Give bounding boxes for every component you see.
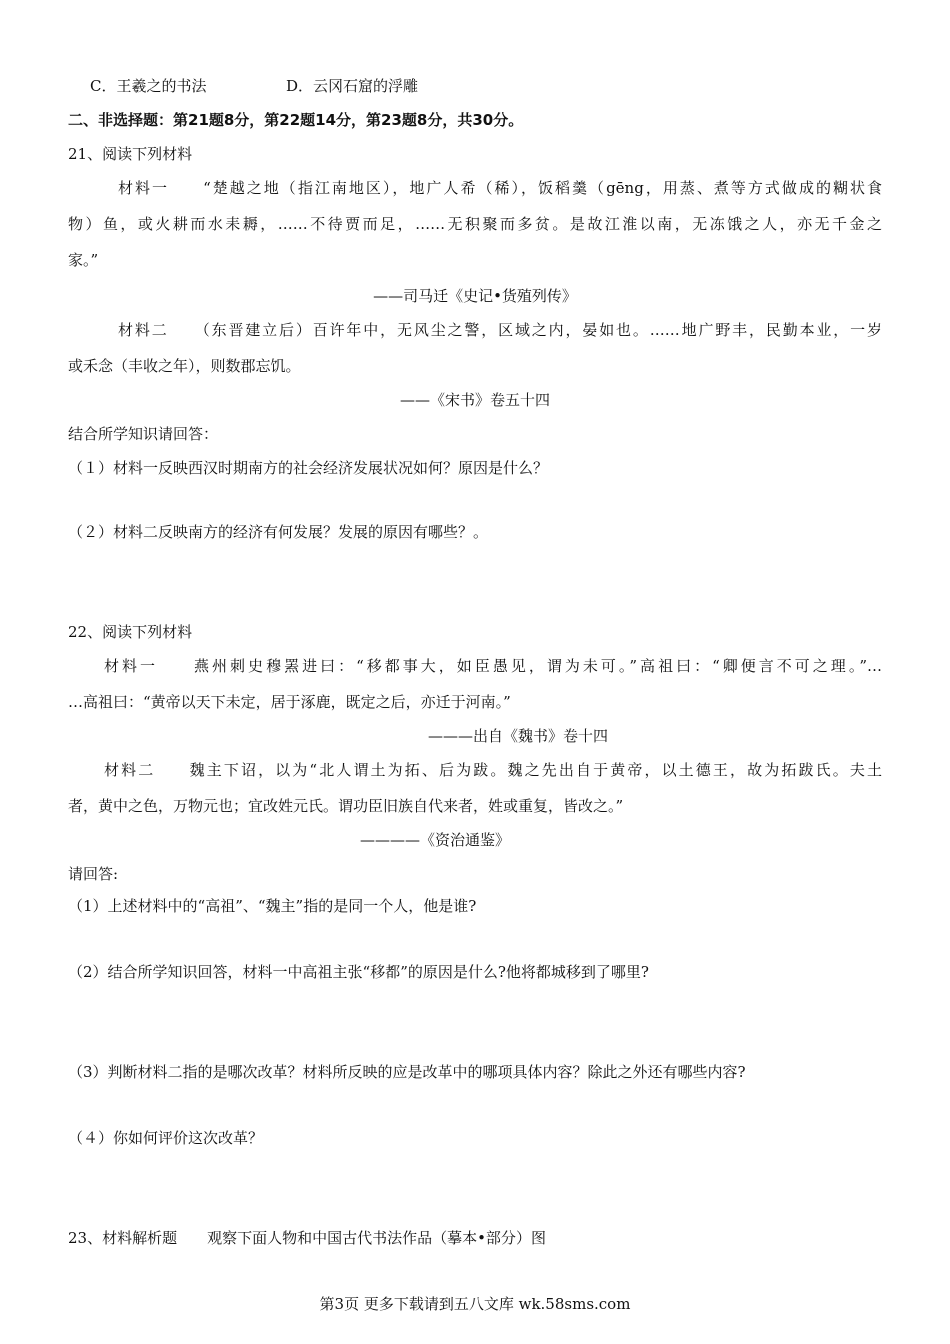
- q22-prompt: 请回答:: [68, 865, 119, 883]
- section-title: 二、非选择题：第21题8分，第22题14分，第23题8分，共30分。: [68, 111, 524, 129]
- q21-question1: （１）材料一反映西汉时期南方的社会经济发展状况如何？原因是什么？: [68, 459, 549, 477]
- q21-material1-source: ——司马迁《史记•货殖列传》: [373, 287, 577, 305]
- q22-material2-source: ————《资治通鉴》: [360, 831, 511, 849]
- q21-material2-line1: 材料二 （东晋建立后）百许年中，无风尘之警，区域之内，晏如也。……地广野丰，民勤本业，一岁: [118, 321, 882, 339]
- q22-material2-line1: 材料二 魏主下诏，以为“北人谓土为拓、后为跋。魏之先出自于黄帝，以土德王，故为拓跋氏。夫土: [104, 761, 882, 779]
- q21-prompt: 结合所学知识请回答：: [68, 425, 219, 443]
- q21-material1-line3: 家。”: [68, 251, 99, 269]
- q21-title: 21、阅读下列材料: [68, 145, 193, 163]
- q23-title: 23、材料解析题 观察下面人物和中国古代书法作品（摹本•部分）图: [68, 1229, 546, 1247]
- q21-question2: （２）材料二反映南方的经济有何发展？发展的原因有哪些？。: [68, 523, 489, 541]
- q21-material2-source: ——《宋书》卷五十四: [399, 391, 550, 409]
- q22-material1-line2: …高祖曰：“黄帝以天下未定，居于涿鹿，既定之后，亦迁于河南。”: [68, 693, 511, 711]
- q22-question2: （2）结合所学知识回答，材料一中高祖主张“移都”的原因是什么?他将都城移到了哪里?: [68, 963, 649, 981]
- option-d: D．云冈石窟的浮雕: [286, 77, 419, 95]
- page-footer: 第3页 更多下载请到五八文库 wk.58sms.com: [319, 1295, 631, 1313]
- q22-question4: （４）你如何评价这次改革？: [68, 1129, 264, 1147]
- q22-material1-line1: 材料一 燕州刺史穆罴进曰：“移都事大，如臣愚见，谓为未可。”高祖曰：“卿便言不可之理。”…: [104, 657, 882, 675]
- q22-material1-source: ———出自《魏书》卷十四: [428, 727, 609, 745]
- q22-question1: （1）上述材料中的“高祖”、“魏主”指的是同一个人，他是谁?: [68, 897, 477, 915]
- q21-material1-line2: 物）鱼，或火耕而水耒耨，……不待贾而足，……无积聚而多贫。是故江淮以南，无冻饿之人，亦无千金之: [68, 215, 882, 233]
- q22-title: 22、阅读下列材料: [68, 623, 193, 641]
- q21-material2-line2: 或禾念（丰收之年），则数郡忘饥。: [68, 357, 301, 375]
- q21-material1-line1: 材料一 “楚越之地（指江南地区），地广人希（稀），饭稻羹（gēng，用蒸、煮等方式做成的糊状食: [118, 179, 882, 197]
- option-c: C．王羲之的书法: [90, 77, 207, 95]
- q22-material2-line2: 者，黄中之色，万物元也；宜改姓元氏。谓功臣旧族自代来者，姓或重复，皆改之。”: [68, 797, 624, 815]
- q22-question3: （3）判断材料二指的是哪次改革？材料所反映的应是改革中的哪项具体内容？除此之外还有哪些内容?: [68, 1063, 746, 1081]
